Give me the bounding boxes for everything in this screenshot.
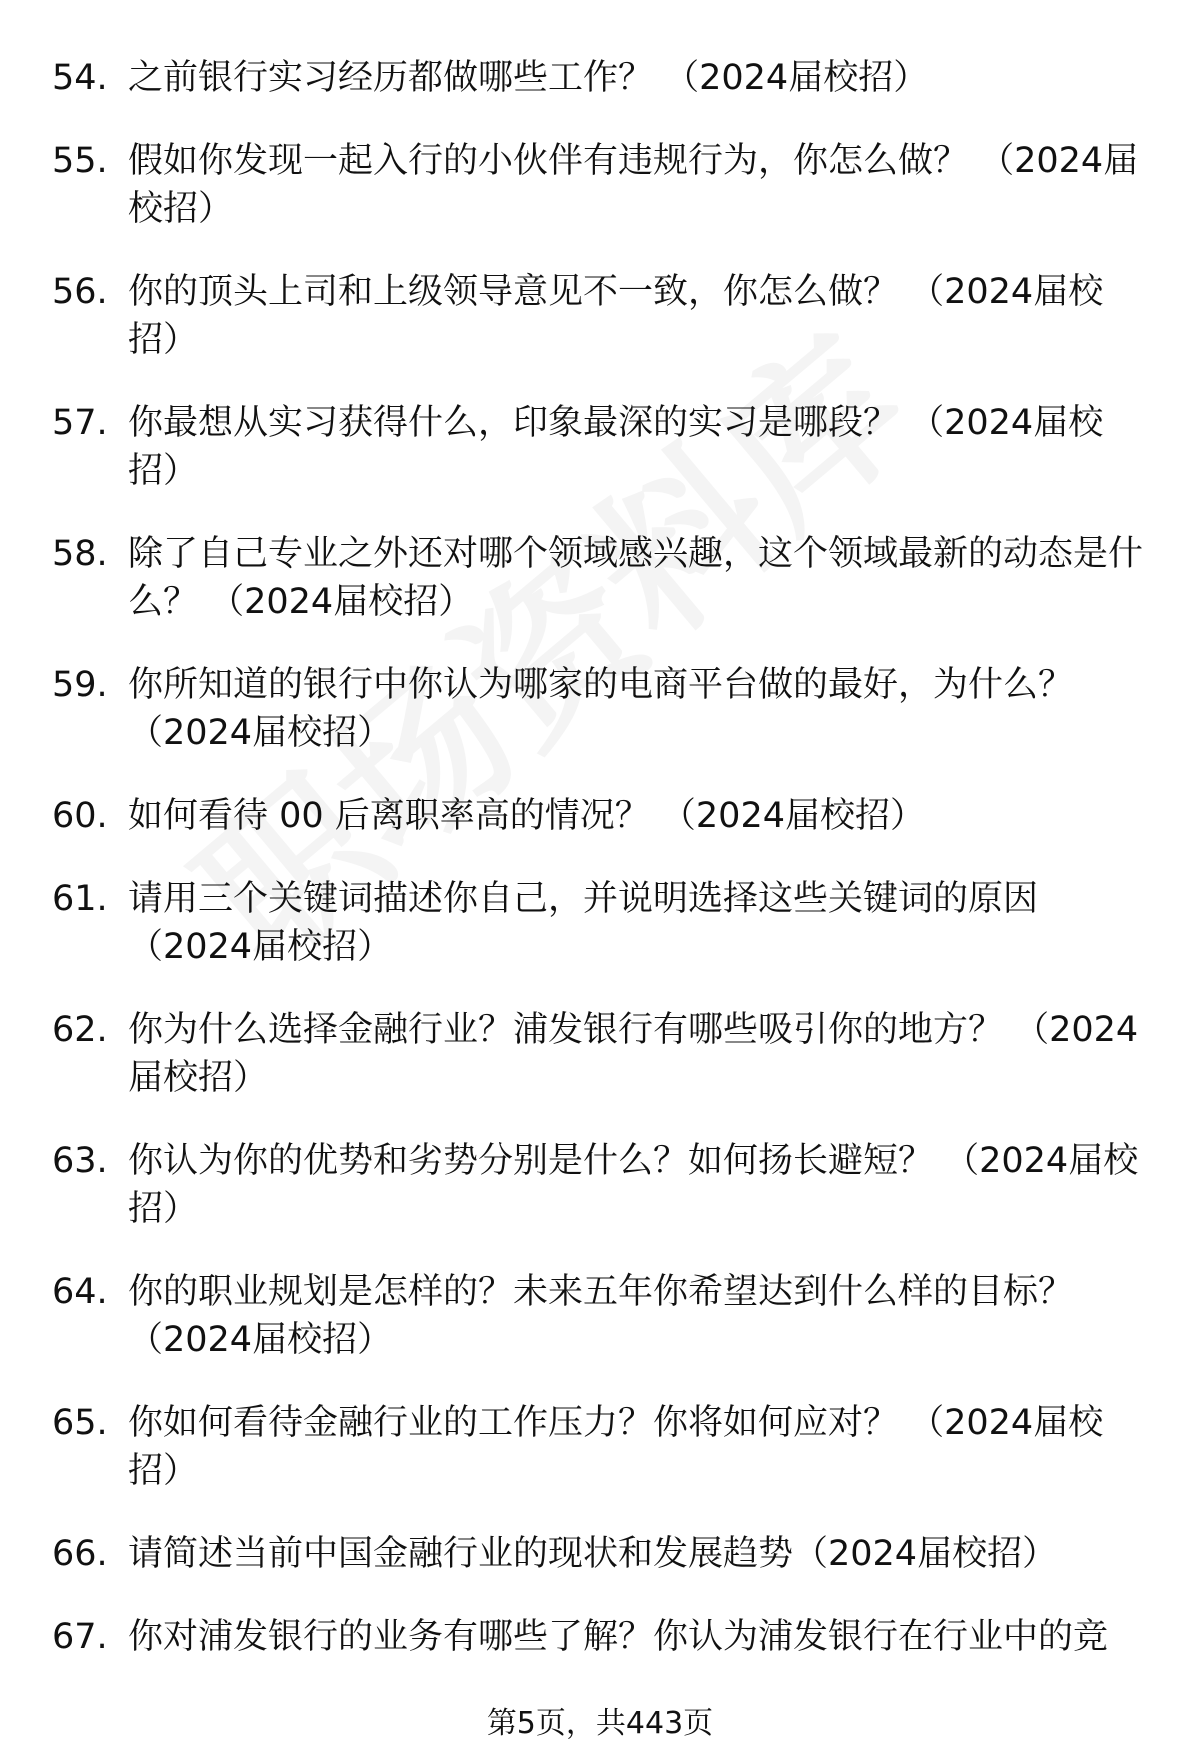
question-number: 54. <box>52 58 108 98</box>
question-item <box>52 268 1152 364</box>
page-footer: 第5页，共443页 <box>486 1706 714 1741</box>
question-item <box>52 1613 1152 1661</box>
question-text: 你对浦发银行的业务有哪些了解？你认为浦发银行在行业中的竞 <box>128 1617 1109 1657</box>
question-item <box>52 137 1152 233</box>
question-text: 你认为你的优势和劣势分别是什么？如何扬长避短？ （2024届校招） <box>128 1141 1139 1229</box>
question-number: 66. <box>52 1534 108 1574</box>
question-text: 你所知道的银行中你认为哪家的电商平台做的最好，为什么？ （2024届校招） <box>128 665 1074 753</box>
question-text: 请用三个关键词描述你自己，并说明选择这些关键词的原因 （2024届校招） <box>128 879 1039 967</box>
question-number: 61. <box>52 879 108 919</box>
question-number: 55. <box>52 141 108 181</box>
question-number: 65. <box>52 1403 108 1443</box>
question-item <box>52 54 1152 102</box>
question-number: 56. <box>52 272 108 312</box>
question-text: 你最想从实习获得什么，印象最深的实习是哪段？ （2024届校招） <box>128 403 1104 491</box>
question-item <box>52 1006 1152 1102</box>
question-item <box>52 1530 1152 1578</box>
question-number: 64. <box>52 1272 108 1312</box>
question-item <box>52 530 1152 626</box>
question-number: 57. <box>52 403 108 443</box>
question-text: 你如何看待金融行业的工作压力？你将如何应对？ （2024届校招） <box>128 1403 1104 1491</box>
question-number: 60. <box>52 796 108 836</box>
question-text: 假如你发现一起入行的小伙伴有违规行为，你怎么做？ （2024届校招） <box>128 141 1139 229</box>
question-text: 如何看待 00 后离职率高的情况？ （2024届校招） <box>128 796 925 836</box>
question-text: 请简述当前中国金融行业的现状和发展趋势（2024届校招） <box>128 1534 1058 1574</box>
question-text: 之前银行实习经历都做哪些工作？ （2024届校招） <box>128 58 929 98</box>
question-number: 62. <box>52 1010 108 1050</box>
question-item <box>52 1268 1152 1364</box>
question-text: 你的职业规划是怎样的？未来五年你希望达到什么样的目标？ （2024届校招） <box>128 1272 1074 1360</box>
question-item <box>52 661 1152 757</box>
question-number: 58. <box>52 534 108 574</box>
question-number: 67. <box>52 1617 108 1657</box>
question-item <box>52 875 1152 971</box>
question-item <box>52 792 1152 840</box>
question-text: 除了自己专业之外还对哪个领域感兴趣，这个领域最新的动态是什么？ （2024届校招） <box>128 534 1144 622</box>
question-item <box>52 1137 1152 1233</box>
question-item <box>52 399 1152 495</box>
question-item <box>52 1399 1152 1495</box>
question-text: 你的顶头上司和上级领导意见不一致，你怎么做？ （2024届校招） <box>128 272 1104 360</box>
question-text: 你为什么选择金融行业？浦发银行有哪些吸引你的地方？ （2024届校招） <box>128 1010 1139 1098</box>
question-list <box>52 54 1152 1696</box>
question-number: 63. <box>52 1141 108 1181</box>
question-number: 59. <box>52 665 108 705</box>
